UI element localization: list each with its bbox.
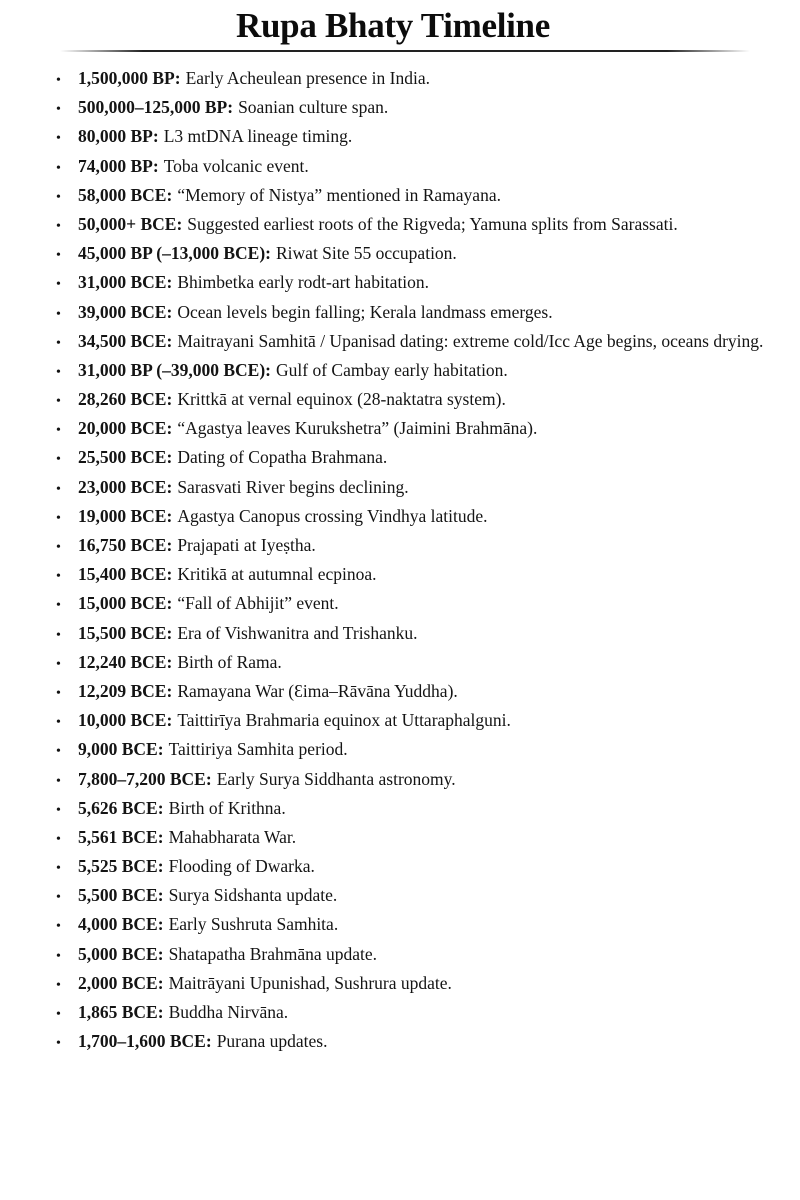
entry-date: 25,500 BCE: — [78, 447, 173, 468]
entry-date: 10,000 BCE: — [78, 710, 173, 731]
timeline-entry — [56, 852, 792, 881]
timeline-entry — [56, 1027, 792, 1056]
entry-date: 1,700–1,600 BCE: — [78, 1031, 212, 1052]
timeline-entry — [56, 239, 792, 268]
entry-description: Ocean levels begin falling; Kerala landmass emerges. — [177, 301, 553, 322]
entry-date: 50,000+ BCE: — [78, 213, 183, 234]
entry-date: 5,525 BCE: — [78, 856, 164, 877]
bullet-icon: • — [56, 452, 61, 468]
entry-date: 5,561 BCE: — [78, 826, 164, 847]
entry-date: 5,626 BCE: — [78, 797, 164, 818]
entry-description: Early Acheulean presence in India. — [185, 68, 430, 88]
entry-description: Suggested earliest roots of the Rigveda; Yamuna splits from Sarassati. — [187, 213, 678, 234]
timeline-entry — [56, 443, 792, 472]
bullet-icon: • — [56, 919, 61, 935]
entry-date: 45,000 BP (–13,000 BCE): — [78, 243, 271, 264]
timeline-entry — [56, 473, 792, 502]
timeline-entry — [56, 823, 792, 852]
timeline-entry — [56, 152, 792, 181]
bullet-icon: • — [56, 102, 61, 118]
entry-description: Bhimbetka early rodt-art habitation. — [177, 272, 430, 293]
title-underline — [60, 50, 750, 52]
timeline-entry — [56, 677, 792, 706]
entry-description: Agastya Canopus crossing Vindhya latitude. — [177, 505, 488, 526]
timeline-entry — [56, 414, 792, 443]
entry-description: Early Sushruta Samhita. — [168, 914, 339, 935]
bullet-icon: • — [56, 861, 61, 877]
entry-description: Dating of Copatha Brahmana. — [177, 447, 388, 468]
entry-description: Mahabharata War. — [168, 826, 297, 847]
entry-date: 28,260 BCE: — [78, 389, 173, 410]
bullet-icon: • — [56, 394, 61, 410]
entry-date: 39,000 BCE: — [78, 301, 173, 322]
timeline-list — [56, 64, 792, 1056]
timeline-entry — [56, 298, 792, 327]
entry-description: Gulf of Cambay early habitation. — [276, 359, 508, 380]
timeline-entry — [56, 122, 792, 151]
bullet-icon: • — [56, 977, 61, 993]
bullet-icon: • — [56, 160, 61, 176]
timeline-entry — [56, 940, 792, 969]
entry-date: 20,000 BCE: — [78, 418, 173, 439]
entry-description: Riwat Site 55 occupation. — [276, 243, 457, 264]
bullet-icon: • — [56, 831, 61, 847]
bullet-icon: • — [56, 656, 61, 672]
timeline-entry — [56, 560, 792, 589]
entry-description: Toba volcanic event. — [163, 155, 309, 176]
timeline-entry — [56, 356, 792, 385]
entry-description: L3 mtDNA lineage timing. — [163, 126, 353, 147]
entry-description: Maitrayani Samhitā / Upanisad dating: extreme cold/Icc Age begins, oceans drying. — [177, 330, 764, 351]
entry-description: Era of Vishwanitra and Trishanku. — [177, 622, 418, 643]
entry-date: 80,000 BP: — [78, 126, 159, 147]
bullet-icon: • — [56, 948, 61, 964]
timeline-entry — [56, 210, 792, 239]
bullet-icon: • — [56, 423, 61, 439]
timeline-entry — [56, 794, 792, 823]
entry-description: Early Surya Siddhanta astronomy. — [216, 768, 456, 789]
entry-date: 12,240 BCE: — [78, 651, 173, 672]
bullet-icon: • — [56, 744, 61, 760]
timeline-entry — [56, 706, 792, 735]
timeline-entry — [56, 385, 792, 414]
entry-description: Purana updates. — [216, 1031, 328, 1052]
entry-date: 12,209 BCE: — [78, 680, 173, 701]
timeline-entry — [56, 531, 792, 560]
timeline-entry — [56, 881, 792, 910]
timeline-entry — [56, 64, 792, 93]
entry-date: 5,500 BCE: — [78, 885, 164, 906]
entry-date: 2,000 BCE: — [78, 972, 164, 993]
entry-description: Flooding of Dwarka. — [168, 856, 315, 877]
entry-description: Prajapati at Iyeṣtha. — [177, 535, 316, 555]
bullet-icon: • — [56, 569, 61, 585]
timeline-entry — [56, 327, 792, 356]
entry-date: 15,400 BCE: — [78, 564, 173, 585]
entry-description: “Memory of Nistya” mentioned in Ramayana. — [177, 184, 501, 205]
entry-description: Shatapatha Brahmāna update. — [168, 943, 378, 964]
entry-date: 4,000 BCE: — [78, 914, 164, 935]
entry-date: 23,000 BCE: — [78, 476, 173, 497]
entry-date: 19,000 BCE: — [78, 505, 173, 526]
entry-description: Krittkā at vernal equinox (28-naktatra system). — [177, 389, 506, 410]
bullet-icon: • — [56, 1036, 61, 1052]
bullet-icon: • — [56, 306, 61, 322]
entry-date: 7,800–7,200 BCE: — [78, 768, 212, 789]
bullet-icon: • — [56, 481, 61, 497]
bullet-icon: • — [56, 335, 61, 351]
entry-date: 9,000 BCE: — [78, 739, 164, 760]
timeline-entry — [56, 735, 792, 764]
bullet-icon: • — [56, 540, 61, 555]
bullet-icon: • — [56, 598, 61, 614]
bullet-icon: • — [56, 277, 61, 293]
timeline-entry — [56, 969, 792, 998]
entry-description: Maitrāyani Upunishad, Sushrura update. — [168, 972, 452, 993]
entry-description: Buddha Nirvāna. — [168, 1002, 289, 1022]
timeline-entry — [56, 268, 792, 297]
entry-description: “Fall of Abhijit” event. — [177, 593, 339, 614]
timeline-entry — [56, 910, 792, 939]
entry-description: Surya Sidshanta update. — [168, 885, 338, 906]
timeline-entry — [56, 619, 792, 648]
entry-description: Birth of Krithna. — [168, 797, 286, 818]
bullet-icon: • — [56, 73, 61, 88]
entry-date: 31,000 BCE: — [78, 272, 173, 293]
bullet-icon: • — [56, 510, 61, 526]
entry-description: Sarasvati River begins declining. — [177, 476, 409, 497]
bullet-icon: • — [56, 685, 61, 701]
entry-date: 74,000 BP: — [78, 155, 159, 176]
entry-date: 31,000 BP (–39,000 BCE): — [78, 359, 271, 380]
page-title: Rupa Bhaty Timeline — [236, 6, 550, 45]
bullet-icon: • — [56, 248, 61, 264]
entry-description: Taittirīya Brahmaria equinox at Uttaraphalguni. — [177, 710, 511, 731]
bullet-icon: • — [56, 773, 61, 789]
entry-description: Kritikā at autumnal ecpinoa. — [177, 564, 377, 585]
entry-date: 58,000 BCE: — [78, 184, 173, 205]
entry-date: 1,500,000 BP: — [78, 68, 181, 88]
timeline-entry — [56, 648, 792, 677]
entry-description: Ramayana War (Ɛima–Rāvāna Yuddha). — [177, 680, 458, 701]
entry-date: 5,000 BCE: — [78, 943, 164, 964]
entry-date: 1,865 BCE: — [78, 1002, 164, 1022]
bullet-icon: • — [56, 131, 61, 147]
timeline-entry — [56, 765, 792, 794]
bullet-icon: • — [56, 715, 61, 731]
timeline-entry — [56, 998, 792, 1027]
timeline-entry — [56, 181, 792, 210]
entry-description: Birth of Rama. — [177, 651, 282, 672]
bullet-icon: • — [56, 364, 61, 380]
bullet-icon: • — [56, 1007, 61, 1022]
entry-description: Taittiriya Samhita period. — [168, 739, 348, 760]
timeline-entry — [56, 589, 792, 618]
bullet-icon: • — [56, 218, 61, 234]
bullet-icon: • — [56, 627, 61, 643]
bullet-icon: • — [56, 802, 61, 818]
timeline-entry — [56, 93, 792, 122]
entry-description: Soanian culture span. — [238, 97, 389, 118]
bullet-icon: • — [56, 189, 61, 205]
entry-date: 34,500 BCE: — [78, 330, 173, 351]
timeline-entry — [56, 502, 792, 531]
entry-description: “Agastya leaves Kurukshetra” (Jaimini Brahmāna). — [177, 418, 538, 439]
entry-date: 500,000–125,000 BP: — [78, 97, 234, 118]
entry-date: 15,500 BCE: — [78, 622, 173, 643]
bullet-icon: • — [56, 890, 61, 906]
entry-date: 16,750 BCE: — [78, 535, 173, 555]
entry-date: 15,000 BCE: — [78, 593, 173, 614]
